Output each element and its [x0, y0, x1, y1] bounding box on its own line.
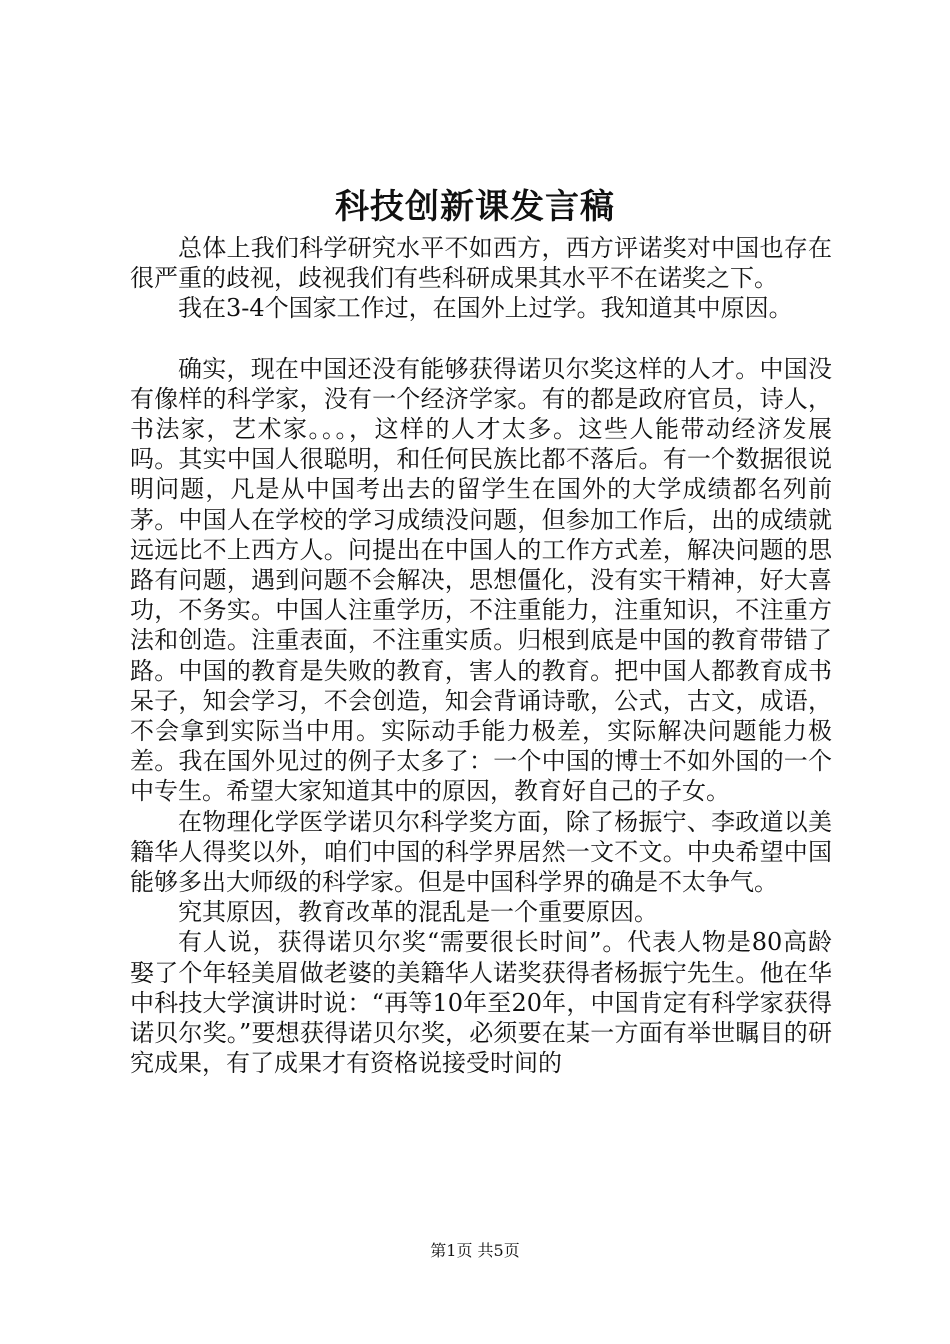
paragraph: 有人说，获得诺贝尔奖“需要很长时间”。代表人物是80高龄娶了个年轻美眉做老婆的美籍华人诺奖获得者杨振宁先生。他在华中科技大学演讲时说：“再等10年至20年，中国肯定有科学家获得诺贝尔奖。”要想获得诺贝尔奖，必须要在某一方面有举世瞩目的研究成果，有了成果才有资格说接受时间的	[130, 928, 832, 1078]
page-number-footer: 第1页 共5页	[430, 1241, 520, 1260]
paragraph: 我在3-4个国家工作过，在国外上过学。我知道其中原因。	[178, 294, 793, 323]
paragraph: 在物理化学医学诺贝尔科学奖方面，除了杨振宁、李政道以美籍华人得奖以外，咱们中国的科学界居然一文不文。中央希望中国能够多出大师级的科学家。但是中国科学界的确是不太争气。	[130, 807, 832, 897]
paragraph: 确实，现在中国还没有能够获得诺贝尔奖这样的人才。中国没有像样的科学家，没有一个经济学家。有的都是政府官员，诗人，书法家，艺术家。。。，这样的人才太多。这些人能带动经济发展吗。其实中国人很聪明，和任何民族比都不落后。有一个数据很说明问题，凡是从中国考出去的留学生在国外的大学成绩都名列前茅。中国人在学校的学习成绩没问题，但参加工作后，出的成绩就远远比不上西方人。问提出在中国人的工作方式差，解决问题的思路有问题，遇到问题不会解决，思想僵化，没有实干精神，好大喜功，不务实。中国人注重学历，不注重能力，注重知识，不注重方法和创造。注重表面，不注重实质。归根到底是中国的教育带错了路。中国的教育是失败的教育，害人的教育。把中国人都教育成书呆子，知会学习，不会创造，知会背诵诗歌，公式，古文，成语，不会拿到实际当中用。实际动手能力极差，实际解决问题能力极差。我在国外见过的例子太多了：一个中国的博士不如外国的一个中专生。希望大家知道其中的原因，教育好自己的子女。	[130, 354, 832, 806]
paragraph: 究其原因，教育改革的混乱是一个重要原因。	[178, 898, 658, 927]
paragraph: 总体上我们科学研究水平不如西方，西方评诺奖对中国也存在很严重的歧视，歧视我们有些科研成果其水平不在诺奖之下。	[130, 234, 832, 293]
document-body	[130, 233, 832, 1078]
document-title: 科技创新课发言稿	[335, 187, 615, 227]
